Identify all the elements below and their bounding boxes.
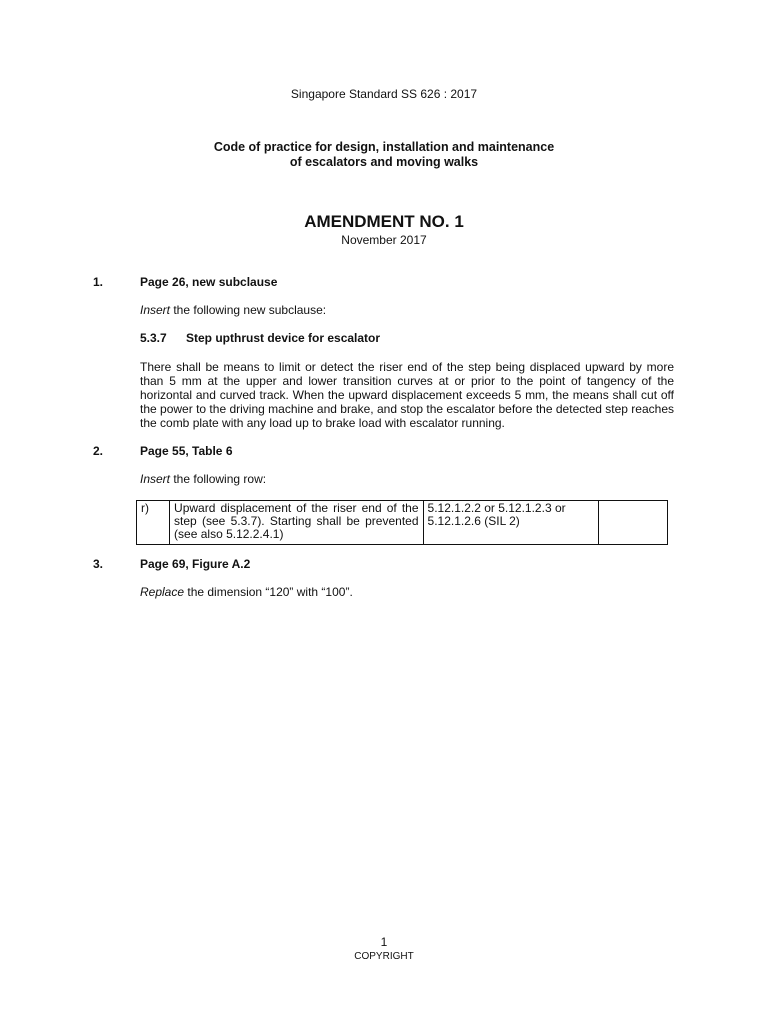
item-1-number: 1. [93, 275, 104, 289]
subclause-body: There shall be means to limit or detect the riser end of the step being displaced upward by more than 5 mm at the upper and lower transition curves at or prior to the point of tangency of the horizontal and curved track. When the upward displacement exceeds 5 mm, the means shall cut off the power to the driving machine and brake, and stop the escalator before the detected step reaches the comb plate with any load up to brake load with escalator running. [140, 360, 674, 430]
document-title [0, 140, 768, 170]
table-row [137, 501, 668, 545]
document-title-line-2: of escalators and moving walks [289, 155, 479, 169]
amendment-date: November 2017 [341, 233, 427, 247]
item-3-number: 3. [93, 557, 104, 571]
item-2-instruction-rest: the following row: [170, 472, 267, 486]
table-cell-reference: 5.12.1.2.2 or 5.12.1.2.3 or 5.12.1.2.6 (SIL 2) [423, 501, 598, 545]
item-2-instruction [140, 472, 266, 486]
item-3-instruction [140, 585, 353, 599]
item-2-instruction-verb: Insert [140, 472, 171, 486]
item-3-instruction-verb: Replace [140, 585, 185, 599]
amendment-title: AMENDMENT NO. 1 [304, 212, 464, 231]
standard-designation: Singapore Standard SS 626 : 2017 [290, 87, 478, 101]
subclause-title: Step upthrust device for escalator [186, 331, 381, 345]
subclause-number: 5.3.7 [140, 331, 167, 345]
item-1-instruction-rest: the following new subclause: [170, 303, 327, 317]
item-1-heading: Page 26, new subclause [140, 275, 278, 289]
item-3-instruction-rest: the dimension “120” with “100”. [184, 585, 353, 599]
item-1-instruction [140, 303, 326, 317]
item-3-heading: Page 69, Figure A.2 [140, 557, 251, 571]
item-2-heading: Page 55, Table 6 [140, 444, 233, 458]
item-1-instruction-verb: Insert [140, 303, 171, 317]
document-title-line-1: Code of practice for design, installation and maintenance [213, 140, 555, 154]
inserted-table-row [136, 500, 668, 545]
table-cell-empty [598, 501, 667, 545]
item-2-number: 2. [93, 444, 104, 458]
table-cell-item: r) [137, 501, 170, 545]
copyright-notice: COPYRIGHT [354, 951, 414, 962]
page-number: 1 [380, 935, 388, 949]
table-cell-description: Upward displacement of the riser end of the step (see 5.3.7). Starting shall be prevented (see also 5.12.2.4.1) [170, 501, 423, 545]
